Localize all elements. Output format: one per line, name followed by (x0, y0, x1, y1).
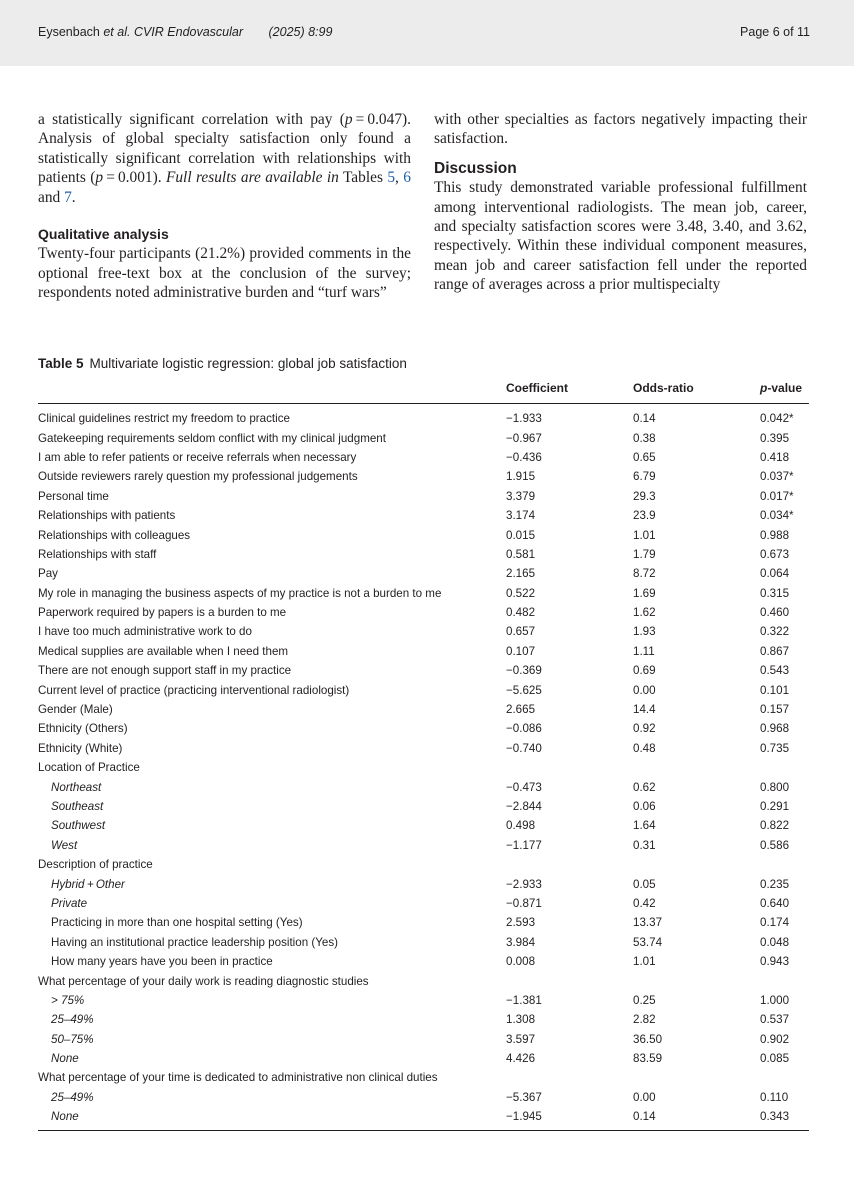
coefficient-cell: 0.581 (506, 547, 536, 561)
journal-year: (2025) 8:99 (268, 25, 333, 39)
table-row (38, 525, 809, 544)
p-value-cell: 0.085 (760, 1052, 790, 1066)
p-value-cell: 0.064 (760, 567, 790, 581)
p-value-cell: 0.822 (760, 819, 790, 833)
table-row (38, 700, 809, 719)
coefficient-cell: −0.086 (506, 722, 542, 736)
odds-ratio-cell: 8.72 (633, 567, 656, 581)
coefficient-cell: −0.871 (506, 896, 542, 910)
table-row (38, 952, 809, 971)
odds-ratio-cell: 6.79 (633, 470, 656, 484)
odds-ratio-cell: 0.69 (633, 664, 656, 678)
table-row (38, 855, 809, 874)
p-value-cell: 0.460 (760, 606, 790, 620)
discussion-paragraph: This study demonstrated variable professional fulfillment among interventional radiologists. The mean job, career, and specialty satisfaction scores were 3.48, 3.40, and 3.62, respectively. Within these individual component measures, mean job and career satisfaction fell under the reported range of averages across a prior multispecialty (434, 179, 807, 294)
odds-ratio-cell: 0.14 (633, 1107, 760, 1131)
table-row (38, 1010, 809, 1029)
coefficient-cell: 1.915 (506, 470, 536, 484)
results-paragraph: a statistically significant correlation with pay (p = 0.047). Analysis of global specialty satisfaction only found a statistically significant correlation with relationships with patients (p = 0.001). Full results are available in Tables 5, 6 and 7. (38, 111, 411, 206)
p-value-cell: 0.017* (760, 489, 794, 503)
coefficient-cell: −1.177 (506, 838, 542, 852)
table-row (38, 661, 809, 680)
coefficient-cell: −0.967 (506, 431, 542, 445)
row-label: Southeast (51, 800, 104, 813)
coefficient-cell: 0.657 (506, 625, 536, 639)
odds-ratio-cell: 1.01 (633, 528, 656, 542)
table-row (38, 933, 809, 952)
table-row (38, 506, 809, 525)
odds-ratio-cell: 13.37 (633, 916, 663, 930)
journal-name: CVIR Endovascular (133, 25, 244, 39)
row-label: Location of Practice (38, 761, 140, 775)
row-label: Ethnicity (White) (38, 741, 123, 755)
row-label: Outside reviewers rarely question my professional judgements (38, 470, 358, 484)
table-row (38, 1030, 809, 1049)
running-header (0, 0, 854, 66)
p-value-header: p-value (760, 381, 809, 404)
table-row (38, 564, 809, 583)
odds-ratio-cell: 36.50 (633, 1032, 663, 1046)
odds-ratio-cell (633, 1068, 760, 1087)
table-6-link[interactable]: 6 (403, 169, 411, 187)
row-label: Practicing in more than one hospital setting (Yes) (51, 916, 303, 930)
coefficient-cell: −5.367 (506, 1090, 542, 1104)
right-column (434, 110, 807, 295)
odds-ratio-cell: 0.05 (633, 877, 656, 891)
p-value-cell: 0.800 (760, 780, 790, 794)
coefficient-cell: 0.008 (506, 955, 536, 969)
table-row (38, 428, 809, 447)
row-label: What percentage of your time is dedicated to administrative non clinical duties (38, 1071, 438, 1085)
table-row (38, 1107, 809, 1131)
row-label: Description of practice (38, 858, 153, 872)
odds-ratio-cell: 0.38 (633, 431, 656, 445)
p-value-cell: 0.395 (760, 431, 790, 445)
coefficient-cell: −2.844 (506, 800, 542, 813)
discussion-heading: Discussion (434, 159, 517, 177)
coefficient-cell: −0.473 (506, 780, 542, 794)
table-row (38, 622, 809, 641)
p-value-cell: 0.174 (760, 916, 790, 930)
coefficient-cell: −2.933 (506, 877, 542, 891)
row-label: 25–49% (51, 1090, 94, 1104)
coefficient-cell: 0.498 (506, 819, 536, 833)
coefficient-cell: −1.381 (506, 993, 542, 1007)
p-value-cell: 0.048 (760, 935, 790, 949)
odds-ratio-cell: 0.48 (633, 741, 656, 755)
coefficient-cell: 0.107 (506, 644, 536, 658)
odds-ratio-cell: 1.93 (633, 625, 656, 639)
coefficient-cell: 3.597 (506, 1032, 536, 1046)
page-number: Page 6 of 11 (740, 25, 810, 39)
p-value-cell: 0.034* (760, 509, 794, 523)
table-row (38, 758, 809, 777)
row-label: 25–49% (51, 1013, 94, 1027)
p-value-cell: 0.867 (760, 644, 790, 658)
odds-ratio-cell: 0.92 (633, 722, 656, 736)
p-value-cell: 0.968 (760, 722, 790, 736)
qualitative-heading: Qualitative analysis (38, 226, 169, 243)
odds-ratio-cell: 23.9 (633, 509, 656, 523)
coefficient-cell: −0.740 (506, 741, 542, 755)
odds-ratio-header: Odds-ratio (633, 381, 760, 404)
row-label: Private (51, 896, 88, 910)
coefficient-cell: 1.308 (506, 1013, 536, 1027)
table-caption (38, 356, 407, 371)
p-value-cell: 1.000 (760, 993, 790, 1007)
odds-ratio-cell: 0.31 (633, 838, 656, 852)
qualitative-paragraph: Twenty-four participants (21.2%) provided comments in the optional free-text box at the conclusion of the survey; respondents noted administrative burden and “turf wars” (38, 245, 411, 302)
odds-ratio-cell: 0.00 (633, 683, 656, 697)
p-value-cell: 0.543 (760, 664, 790, 678)
row-label: Current level of practice (practicing interventional radiologist) (38, 683, 350, 697)
p-value-cell: 0.235 (760, 877, 790, 891)
row-label: Gender (Male) (38, 703, 113, 717)
odds-ratio-cell: 0.00 (633, 1090, 656, 1104)
odds-ratio-cell: 29.3 (633, 489, 656, 503)
p-value-cell: 0.042* (760, 412, 794, 426)
p-value-cell: 0.640 (760, 896, 790, 910)
table-row (38, 1068, 809, 1087)
table-row (38, 448, 809, 467)
coefficient-cell (506, 971, 633, 990)
row-label: 50–75% (51, 1032, 94, 1046)
odds-ratio-cell: 1.11 (633, 644, 655, 658)
left-column (38, 110, 411, 303)
table-row (38, 816, 809, 835)
table-row (38, 971, 809, 990)
p-value-cell: 0.673 (760, 547, 790, 561)
table-row (38, 487, 809, 506)
row-label: Paperwork required by papers is a burden to me (38, 606, 287, 620)
table-row (38, 894, 809, 913)
table-header-row (38, 381, 809, 404)
coefficient-cell (506, 1068, 633, 1087)
p-value-cell: 0.943 (760, 955, 790, 969)
table-row (38, 874, 809, 893)
row-label: Pay (38, 567, 58, 581)
coefficient-cell: 0.522 (506, 586, 536, 600)
coefficient-cell: 2.165 (506, 567, 536, 581)
row-label: Medical supplies are available when I need them (38, 644, 289, 658)
row-label: Relationships with patients (38, 509, 176, 523)
p-value-cell: 0.988 (760, 528, 790, 542)
p-value-cell: 0.157 (760, 703, 790, 717)
odds-ratio-cell: 0.14 (633, 412, 656, 426)
table-row (38, 545, 809, 564)
row-label: Relationships with colleagues (38, 528, 191, 542)
et-al: et al. (103, 25, 131, 39)
odds-ratio-cell: 83.59 (633, 1052, 663, 1066)
table-row (38, 1088, 809, 1107)
odds-ratio-cell: 1.69 (633, 586, 656, 600)
table-row (38, 913, 809, 932)
odds-ratio-cell: 0.25 (633, 993, 656, 1007)
p-value-cell (760, 758, 809, 777)
p-value-cell: 0.735 (760, 741, 790, 755)
odds-ratio-cell: 0.06 (633, 800, 656, 813)
p-value-cell: 0.902 (760, 1032, 790, 1046)
odds-ratio-cell (633, 971, 760, 990)
table-7-link[interactable]: 7 (64, 188, 72, 206)
p-value-cell: 0.586 (760, 838, 790, 852)
table-row (38, 603, 809, 622)
odds-ratio-cell: 1.62 (633, 606, 656, 620)
odds-ratio-cell: 14.4 (633, 703, 656, 717)
coefficient-cell: 3.379 (506, 489, 536, 503)
p-value-cell: 0.037* (760, 470, 794, 484)
coefficient-cell: −5.625 (506, 683, 542, 697)
coefficient-cell: 3.984 (506, 935, 536, 949)
table-title: Multivariate logistic regression: global job satisfaction (89, 356, 407, 371)
odds-ratio-cell: 1.01 (633, 955, 656, 969)
coefficient-cell: −1.933 (506, 412, 542, 426)
coefficient-cell: −1.945 (506, 1107, 633, 1131)
coefficient-cell: 0.482 (506, 606, 536, 620)
row-label: Southwest (51, 819, 106, 833)
row-label: Personal time (38, 489, 109, 503)
coefficient-cell: −0.369 (506, 664, 542, 678)
regression-table (38, 381, 809, 1131)
row-label: I have too much administrative work to do (38, 625, 252, 639)
coefficient-cell: 2.665 (506, 703, 536, 717)
row-label: I am able to refer patients or receive referrals when necessary (38, 450, 357, 464)
table-row (38, 680, 809, 699)
p-value-cell: 0.343 (760, 1107, 809, 1131)
table-row (38, 836, 809, 855)
table-row (38, 777, 809, 796)
coefficient-cell: −0.436 (506, 450, 542, 464)
table-row (38, 719, 809, 738)
p-value-cell: 0.322 (760, 625, 790, 639)
row-label: Northeast (51, 780, 102, 794)
table-row (38, 584, 809, 603)
odds-ratio-cell: 0.65 (633, 450, 656, 464)
odds-ratio-cell: 0.42 (633, 896, 656, 910)
continued-paragraph: with other specialties as factors negatively impacting their satisfaction. (434, 111, 807, 148)
p-value-cell: 0.537 (760, 1013, 790, 1027)
table-row (38, 991, 809, 1010)
odds-ratio-cell: 1.64 (633, 819, 656, 833)
label-header (38, 381, 506, 404)
row-label: Gatekeeping requirements seldom conflict with my clinical judgment (38, 431, 386, 445)
p-value-cell: 0.418 (760, 450, 790, 464)
row-label: What percentage of your daily work is reading diagnostic studies (38, 974, 369, 988)
coefficient-cell: 4.426 (506, 1052, 536, 1066)
table-row (38, 739, 809, 758)
table-row (38, 467, 809, 486)
coefficient-cell: 3.174 (506, 509, 536, 523)
row-label: Having an institutional practice leadership position (Yes) (51, 935, 339, 949)
row-label: How many years have you been in practice (51, 955, 273, 969)
p-value-cell: 0.110 (760, 1090, 789, 1104)
authors: Eysenbach (38, 25, 100, 39)
coefficient-cell (506, 758, 633, 777)
odds-ratio-cell: 1.79 (633, 547, 656, 561)
row-label: My role in managing the business aspects of my practice is not a burden to me (38, 586, 442, 600)
p-value-cell (760, 971, 809, 990)
row-label: Ethnicity (Others) (38, 722, 128, 736)
row-label: West (51, 838, 78, 852)
odds-ratio-cell: 53.74 (633, 935, 663, 949)
odds-ratio-cell (633, 758, 760, 777)
row-label: None (51, 1052, 79, 1066)
row-label: There are not enough support staff in my practice (38, 664, 292, 678)
p-value-cell (760, 855, 809, 874)
row-label: > 75% (51, 993, 85, 1007)
p-value-cell (760, 1068, 809, 1087)
odds-ratio-cell: 0.62 (633, 780, 656, 794)
coefficient-cell: 2.593 (506, 916, 536, 930)
odds-ratio-cell: 2.82 (633, 1013, 656, 1027)
p-value-cell: 0.291 (760, 800, 790, 813)
table-label: Table 5 (38, 356, 84, 371)
table-row (38, 642, 809, 661)
row-label: Clinical guidelines restrict my freedom to practice (38, 412, 290, 426)
table-row (38, 797, 809, 816)
citation (38, 25, 332, 39)
p-value-cell: 0.315 (760, 586, 790, 600)
p-value-cell: 0.101 (760, 683, 790, 697)
odds-ratio-cell (633, 855, 760, 874)
table-row (38, 1049, 809, 1068)
row-label: Relationships with staff (38, 547, 157, 561)
table-5-link[interactable]: 5 (387, 169, 396, 187)
row-label: None (38, 1107, 506, 1131)
row-label: Hybrid + Other (51, 877, 125, 891)
coefficient-cell (506, 855, 633, 874)
table-row (38, 404, 809, 429)
coefficient-cell: 0.015 (506, 528, 536, 542)
coefficient-header: Coefficient (506, 381, 633, 404)
